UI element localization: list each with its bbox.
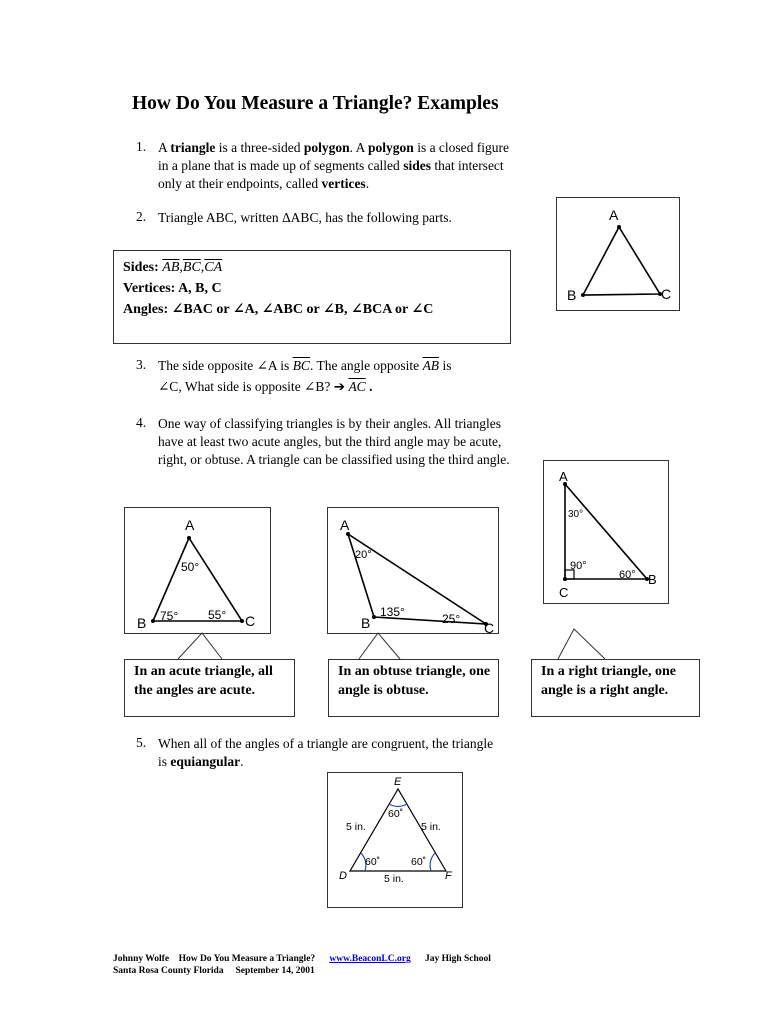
angle-a-label: 20°	[355, 549, 372, 561]
acute-callout: In an acute triangle, all the angles are acute.	[124, 659, 295, 717]
arrow-icon: ➔	[333, 379, 346, 395]
right-callout-pointer	[558, 629, 605, 659]
right-callout: In a right triangle, one angle is a right angle.	[531, 659, 700, 717]
vertex-a-label: A	[559, 469, 568, 484]
angles-line: Angles: ∠BAC or ∠A, ∠ABC or ∠B, ∠BCA or ∠C	[123, 302, 434, 317]
page-title: How Do You Measure a Triangle? Examples	[132, 93, 499, 114]
side-right-label: 5 in.	[421, 821, 441, 833]
side-left-label: 5 in.	[346, 821, 366, 833]
side-bottom-label: 5 in.	[384, 873, 404, 885]
angle-c-label: 55°	[208, 608, 227, 622]
vertex-b-label: B	[361, 615, 371, 631]
angle-d-label: 60˚	[365, 856, 381, 868]
angle-a-label: 30°	[568, 509, 584, 520]
vertex-e-label: E	[394, 776, 402, 788]
vertex-a-label: A	[609, 207, 619, 223]
item-5-text: When all of the angles of a triangle are congruent, the triangle is equiangular.	[158, 736, 494, 769]
item-4-text: One way of classifying triangles is by their angles. All triangles have at least two acute angles, but the third angle may be acute, right, or obtuse. A triangle can be classified using the third angle.	[158, 416, 510, 467]
obtuse-callout-pointer	[359, 633, 400, 659]
vertex-f-label: F	[445, 870, 452, 882]
item-4-number: 4.	[136, 415, 147, 430]
acute-callout-pointer	[178, 633, 222, 659]
vertex-b-label: B	[137, 615, 147, 631]
vertex-c-label: C	[661, 286, 672, 302]
vertex-c-label: C	[484, 620, 495, 633]
vertex-a-label: A	[185, 517, 195, 533]
vertex-a-label: A	[340, 517, 350, 533]
angle-b-label: 75°	[160, 609, 179, 623]
equiangular-triangle-figure	[327, 772, 463, 908]
angle-f-label: 60˚	[411, 856, 427, 868]
item-3-line-2: ∠C, What side is opposite ∠B? ➔ $\overline{AC}$ .	[158, 379, 373, 395]
footer-line-2: Santa Rosa County Florida September 14, 2001	[113, 966, 315, 976]
vertex-b-label: B	[648, 572, 657, 587]
item-2-number: 2.	[136, 209, 147, 224]
item-2-text: Triangle ABC, written ΔABC, has the following parts.	[158, 210, 452, 225]
vertices-line: Vertices: A, B, C	[123, 281, 222, 296]
angle-a-label: 50°	[181, 560, 200, 574]
item-5-number: 5.	[136, 735, 147, 750]
angle-b-label: 135°	[380, 605, 405, 619]
item-1-text: A triangle is a three-sided polygon. A polygon is a closed figure in a plane that is made up of segments called sides that intersect only at their endpoints, called vertices.	[158, 140, 510, 191]
sides-line: Sides: $\overline{AB},\overline{BC},\overline{CA}$	[123, 260, 223, 275]
item-3-number: 3.	[136, 357, 147, 372]
vertex-c-label: C	[245, 613, 256, 629]
vertex-c-label: C	[559, 585, 569, 600]
equiangular-triangle-drawing	[328, 773, 462, 907]
item-1-number: 1.	[136, 139, 147, 154]
angle-b-label: 60°	[619, 569, 636, 581]
obtuse-callout: In an obtuse triangle, one angle is obtuse.	[328, 659, 499, 717]
footer-line-1: Johnny Wolfe How Do You Measure a Triangle? www.BeaconLC.org Jay High School	[113, 954, 491, 964]
vertex-b-label: B	[567, 287, 577, 303]
vertex-d-label: D	[339, 870, 347, 882]
angle-c-label: 90°	[570, 560, 587, 572]
angle-e-label: 60˚	[388, 808, 404, 820]
item-3-line-1: The side opposite ∠A is $\overline{BC}$. The angle opposite $\overline{AB}$ is	[158, 358, 452, 373]
footer-link[interactable]: www.BeaconLC.org	[329, 954, 411, 964]
angle-c-label: 25°	[442, 612, 461, 626]
